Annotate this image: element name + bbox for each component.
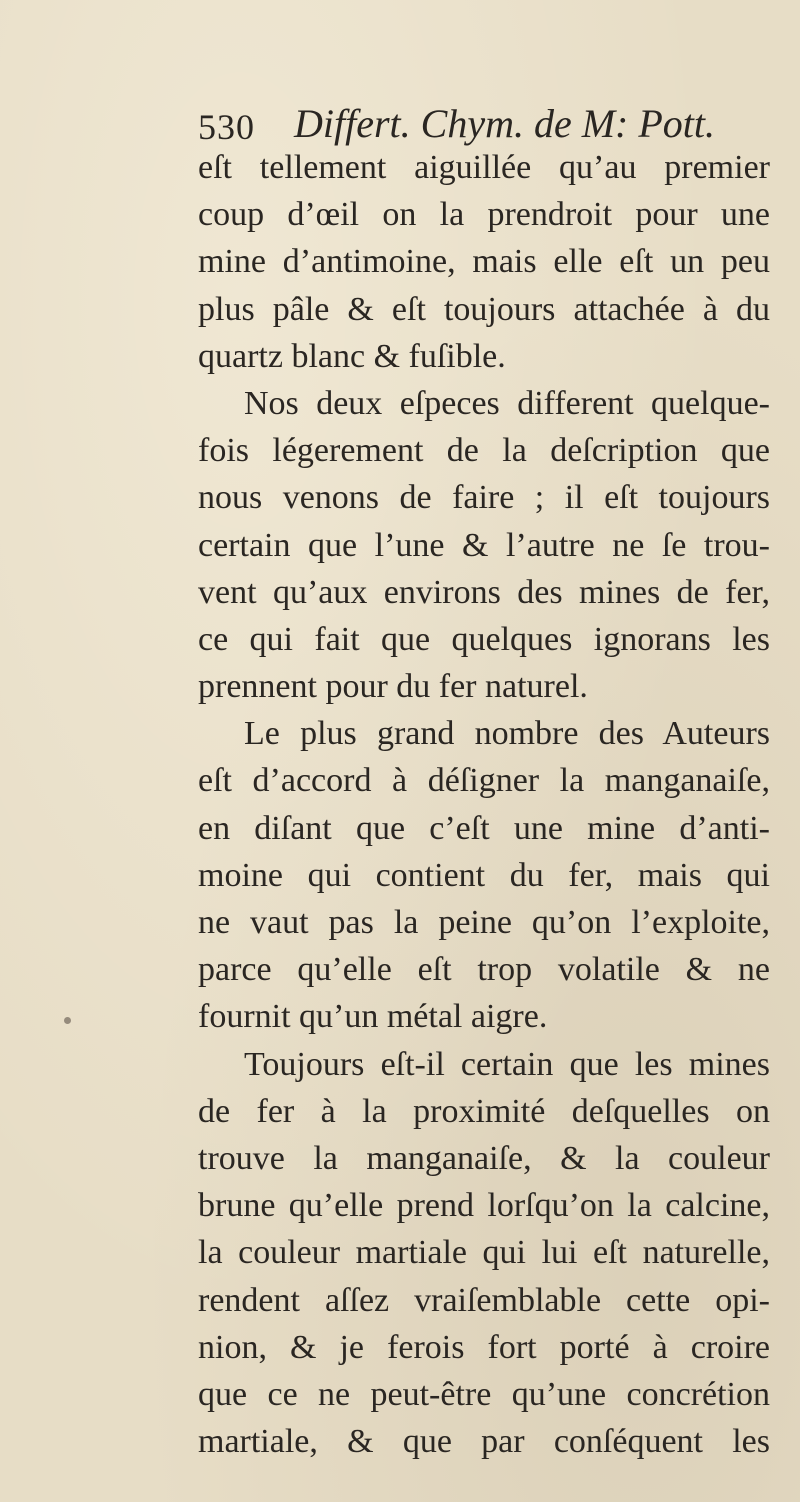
text-line: moine qui contient du fer, mais qui — [198, 856, 770, 894]
text-line: nion, & je ferois fort porté à croire — [198, 1328, 770, 1366]
text-line: de fer à la proximité deſquelles on — [198, 1092, 770, 1130]
text-line: nous venons de faire ; il eſt toujours — [198, 479, 770, 517]
running-title: Differt. Chym. de M: Pott. — [294, 101, 716, 146]
text-line: fournit qu’un métal aigre. — [198, 998, 548, 1036]
text-line: certain que l’une & l’autre ne ſe trou- — [198, 526, 770, 564]
text-line: eſt d’accord à déſigner la manganaiſe, — [198, 762, 770, 800]
text-line: en diſant que c’eſt une mine d’anti- — [198, 809, 770, 847]
text-line: fois légerement de la deſcription que — [198, 432, 770, 470]
text-line: plus pâle & eſt toujours attachée à du — [198, 290, 770, 328]
text-line: quartz blanc & fuſible. — [198, 337, 506, 375]
text-line: eſt tellement aiguillée qu’au premier — [198, 149, 770, 186]
text-line: Toujours eſt-il certain que les mines — [244, 1045, 770, 1083]
text-line: coup d’œil on la prendroit pour une — [198, 196, 770, 234]
text-line: trouve la manganaiſe, & la couleur — [198, 1139, 770, 1177]
body-text — [198, 144, 770, 1465]
text-line: prennent pour du fer naturel. — [198, 668, 588, 706]
text-line: mine d’antimoine, mais elle eſt un peu — [198, 243, 770, 281]
paper-speck — [64, 1017, 71, 1024]
text-line: Le plus grand nombre des Auteurs — [244, 715, 770, 753]
text-line: Nos deux eſpeces different quelque- — [244, 384, 770, 422]
text-line: parce qu’elle eſt trop volatile & ne — [198, 951, 770, 989]
text-line: ce qui fait que quelques ignorans les — [198, 620, 770, 658]
text-line: martiale, & que par conſéquent les — [198, 1423, 770, 1461]
text-line: vent qu’aux environs des mines de fer, — [198, 573, 770, 611]
page-number: 530 — [198, 107, 255, 147]
text-line: brune qu’elle prend lorſqu’on la calcine, — [198, 1187, 770, 1225]
text-line: que ce ne peut-être qu’une concrétion — [198, 1375, 770, 1413]
text-line: rendent aſſez vraiſemblable cette opi- — [198, 1281, 770, 1319]
text-line: la couleur martiale qui lui eſt naturelle, — [198, 1234, 770, 1272]
text-line: ne vaut pas la peine qu’on l’exploite, — [198, 904, 770, 941]
